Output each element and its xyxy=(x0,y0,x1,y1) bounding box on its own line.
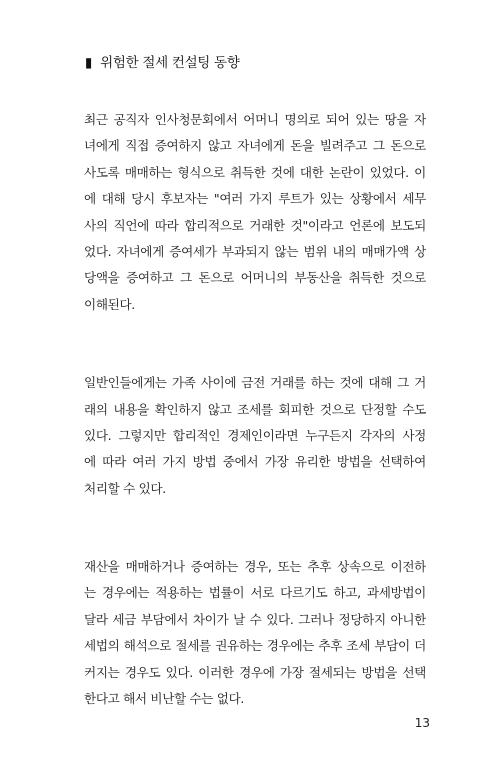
text-line: 사의 직언에 따라 합리적으로 거래한 것"이라고 언론에 보도되 xyxy=(84,217,426,233)
section-heading xyxy=(85,54,240,72)
paragraph-2 xyxy=(84,370,426,502)
text-line: 사도록 매매하는 형식으로 취득한 것에 대한 논란이 있었다. 이 xyxy=(84,164,426,180)
text-line: 당액을 증여하고 그 돈으로 어머니의 부동산을 취득한 것으로 xyxy=(84,270,426,286)
text-line: 달라 세금 부담에서 차이가 날 수 있다. 그러나 정당하지 아니한 xyxy=(84,611,426,627)
text-line: 에 대해 당시 후보자는 "여러 가지 루트가 있는 상황에서 세무 xyxy=(84,191,426,207)
text-line: 한다고 해서 비난할 수는 없다. xyxy=(84,691,245,707)
text-line: 었다. 자녀에게 증여세가 부과되지 않는 범위 내의 매매가액 상 xyxy=(84,243,426,259)
text-line: 에 따라 여러 가지 방법 중에서 가장 유리한 방법을 선택하여 xyxy=(84,454,426,470)
paragraph-1 xyxy=(84,107,426,318)
text-line: 처리할 수 있다. xyxy=(84,480,166,496)
paragraph-3 xyxy=(84,554,426,712)
heading-bullet-icon: ▮ xyxy=(85,55,93,71)
text-line: 는 경우에는 적용하는 법률이 서로 다르기도 하고, 과세방법이 xyxy=(84,585,426,601)
body-text xyxy=(84,107,426,764)
text-line: 있다. 그렇지만 합리적인 경제인이라면 누구든지 각자의 사정 xyxy=(84,427,426,443)
text-line: 커지는 경우도 있다. 이러한 경우에 가장 절세되는 방법을 선택 xyxy=(84,664,426,680)
section-heading-text: 위험한 절세 컨설팅 동향 xyxy=(100,55,240,71)
text-line: 재산을 매매하거나 증여하는 경우, 또는 추후 상속으로 이전하 xyxy=(84,559,426,575)
text-line: 녀에게 직접 증여하지 않고 자녀에게 돈을 빌려주고 그 돈으로 xyxy=(84,138,426,154)
text-line: 일반인들에게는 가족 사이에 금전 거래를 하는 것에 대해 그 거 xyxy=(84,375,426,391)
text-line: 세법의 해석으로 절세를 권유하는 경우에는 추후 조세 부담이 더 xyxy=(84,638,426,654)
text-line: 래의 내용을 확인하지 않고 조세를 회피한 것으로 단정할 수도 xyxy=(84,401,426,417)
text-line: 최근 공직자 인사청문회에서 어머니 명의로 되어 있는 땅을 자 xyxy=(84,112,426,127)
text-line: 이해된다. xyxy=(84,296,135,312)
page-number: 13 xyxy=(414,716,430,730)
